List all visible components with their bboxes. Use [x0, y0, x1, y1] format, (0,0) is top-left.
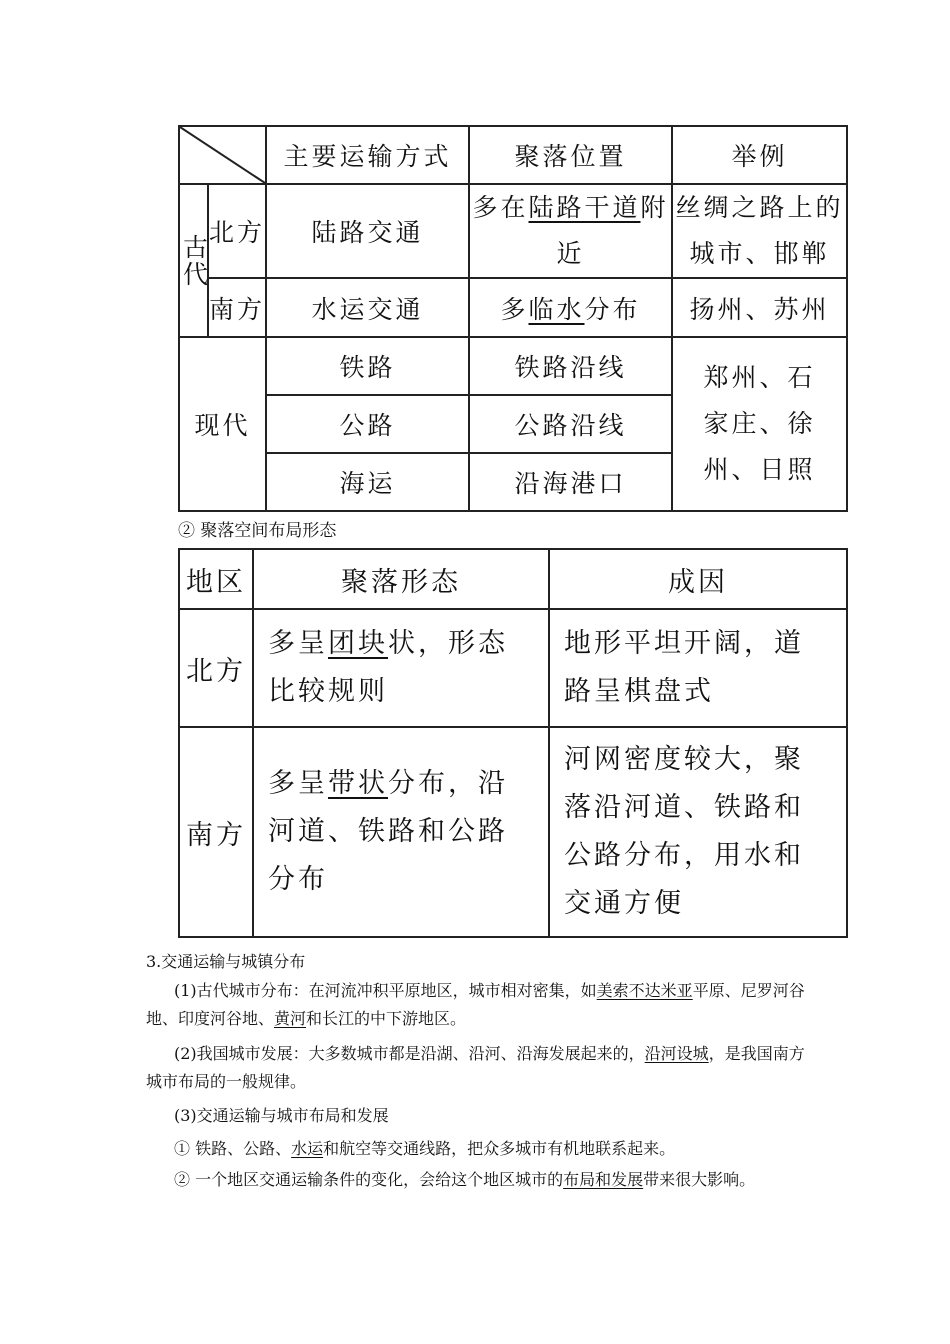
paragraph-5: ② 一个地区交通运输条件的变化，会给这个地区城市的布局和发展带来很大影响。: [174, 1170, 756, 1189]
paragraph-4: ① 铁路、公路、水运和航空等交通线路，把众多城市有机地联系起来。: [174, 1139, 676, 1158]
ancient-north-position: 多在陆路干道附近: [469, 184, 672, 278]
paragraph-3: (3)交通运输与城市布局和发展: [174, 1106, 389, 1125]
modern-label: 现代: [179, 337, 266, 511]
ancient-north-example: 丝绸之路上的城市、邯郸: [672, 184, 847, 278]
south-cause: 河网密度较大，聚落沿河道、铁路和公路分布，用水和交通方便: [549, 727, 847, 937]
header-transport: 主要运输方式: [266, 126, 469, 184]
region-south: 南方: [179, 727, 253, 937]
region-north: 北方: [179, 609, 253, 727]
modern-position-road: 公路沿线: [469, 395, 672, 453]
north-cause: 地形平坦开阔，道路呈棋盘式: [549, 609, 847, 727]
region-north: 北方: [208, 184, 266, 278]
north-form: 多呈团块状，形态比较规则: [253, 609, 549, 727]
ancient-south-example: 扬州、苏州: [672, 278, 847, 337]
ancient-south-transport: 水运交通: [266, 278, 469, 337]
south-form: 多呈带状分布，沿河道、铁路和公路分布: [253, 727, 549, 937]
diagonal-header-cell: [179, 126, 266, 184]
modern-position-sea: 沿海港口: [469, 453, 672, 511]
modern-transport-road: 公路: [266, 395, 469, 453]
region-south: 南方: [208, 278, 266, 337]
paragraph-1: (1)古代城市分布：在河流冲积平原地区，城市相对密集，如美索不达米亚平原、尼罗河谷地、印度河谷地、黄河和长江的中下游地区。: [146, 981, 805, 1028]
header-example: 举例: [672, 126, 847, 184]
header-position: 聚落位置: [469, 126, 672, 184]
transport-settlement-table: [178, 125, 848, 512]
ancient-north-transport: 陆路交通: [266, 184, 469, 278]
header-cause: 成因: [549, 549, 847, 609]
modern-example: 郑州、石家庄、徐州、日照: [672, 337, 847, 511]
section3-title: 3.交通运输与城镇分布: [146, 952, 306, 971]
modern-position-rail: 铁路沿线: [469, 337, 672, 395]
settlement-form-table: [178, 548, 848, 938]
table2-caption: ② 聚落空间布局形态: [178, 521, 337, 541]
modern-transport-rail: 铁路: [266, 337, 469, 395]
ancient-label: 古代: [179, 184, 208, 337]
header-form: 聚落形态: [253, 549, 549, 609]
header-region: 地区: [179, 549, 253, 609]
ancient-south-position: 多临水分布: [469, 278, 672, 337]
paragraph-2: (2)我国城市发展：大多数城市都是沿湖、沿河、沿海发展起来的，沿河设城，是我国南方城市布局的一般规律。: [146, 1044, 805, 1091]
modern-transport-sea: 海运: [266, 453, 469, 511]
